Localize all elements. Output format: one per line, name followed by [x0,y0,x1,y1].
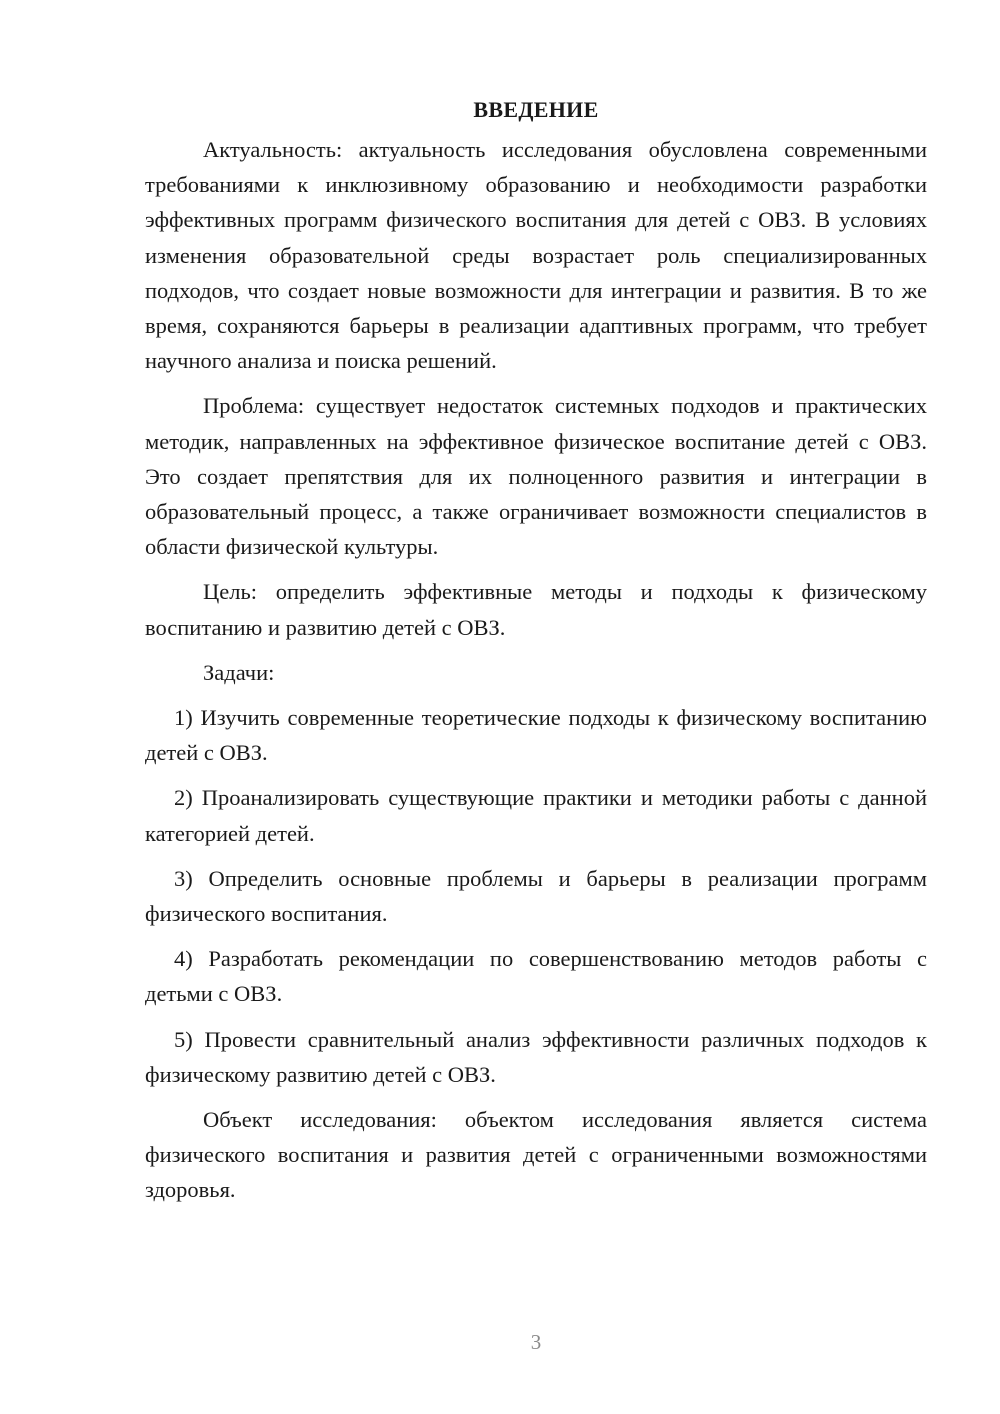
problem-paragraph: Проблема: существует недостаток системных подходов и практических методик, направленных на эффективное физическое воспитание детей с ОВЗ. Это создает препятствия для их полноценного развития и интеграции в образовательный процесс, а также ограничивает возможности специалистов в области физической культуры. [145,393,927,560]
task-item: 1) Изучить современные теоретические подходы к физическому воспитанию детей с ОВЗ. [145,705,927,766]
task-item: 3) Определить основные проблемы и барьеры в реализации программ физического воспитания. [145,865,927,927]
task-item: 2) Проанализировать существующие практики и методики работы с данной категорией детей. [145,785,927,846]
tasks-heading: Задачи: [203,659,275,685]
relevance-paragraph: Актуальность: актуальность исследования обусловлена современными требованиями к инклюзивному образованию и необходимости разработки эффективных программ физического воспитания для детей с ОВЗ. В условиях изменения образовательной среды возрастает роль специализированных подходов, что создает новые возможности для интеграции и развития. В то же время, сохраняются барьеры в реализации адаптивных программ, что требует научного анализа и поиска решений. [145,137,927,374]
page-number: 3 [530,1330,542,1354]
section-heading: ВВЕДЕНИЕ [473,97,599,122]
object-paragraph: Объект исследования: объектом исследования является система физического воспитания и развития детей с ограниченными возможностями здоровья. [145,1107,927,1203]
task-item: 5) Провести сравнительный анализ эффективности различных подходов к физическому развитию детей с ОВЗ. [145,1026,927,1087]
task-item: 4) Разработать рекомендации по совершенствованию методов работы с детьми с ОВЗ. [145,946,927,1007]
document-page [145,92,927,1218]
goal-paragraph: Цель: определить эффективные методы и подходы к физическому воспитанию и развитию детей с ОВЗ. [145,579,927,640]
